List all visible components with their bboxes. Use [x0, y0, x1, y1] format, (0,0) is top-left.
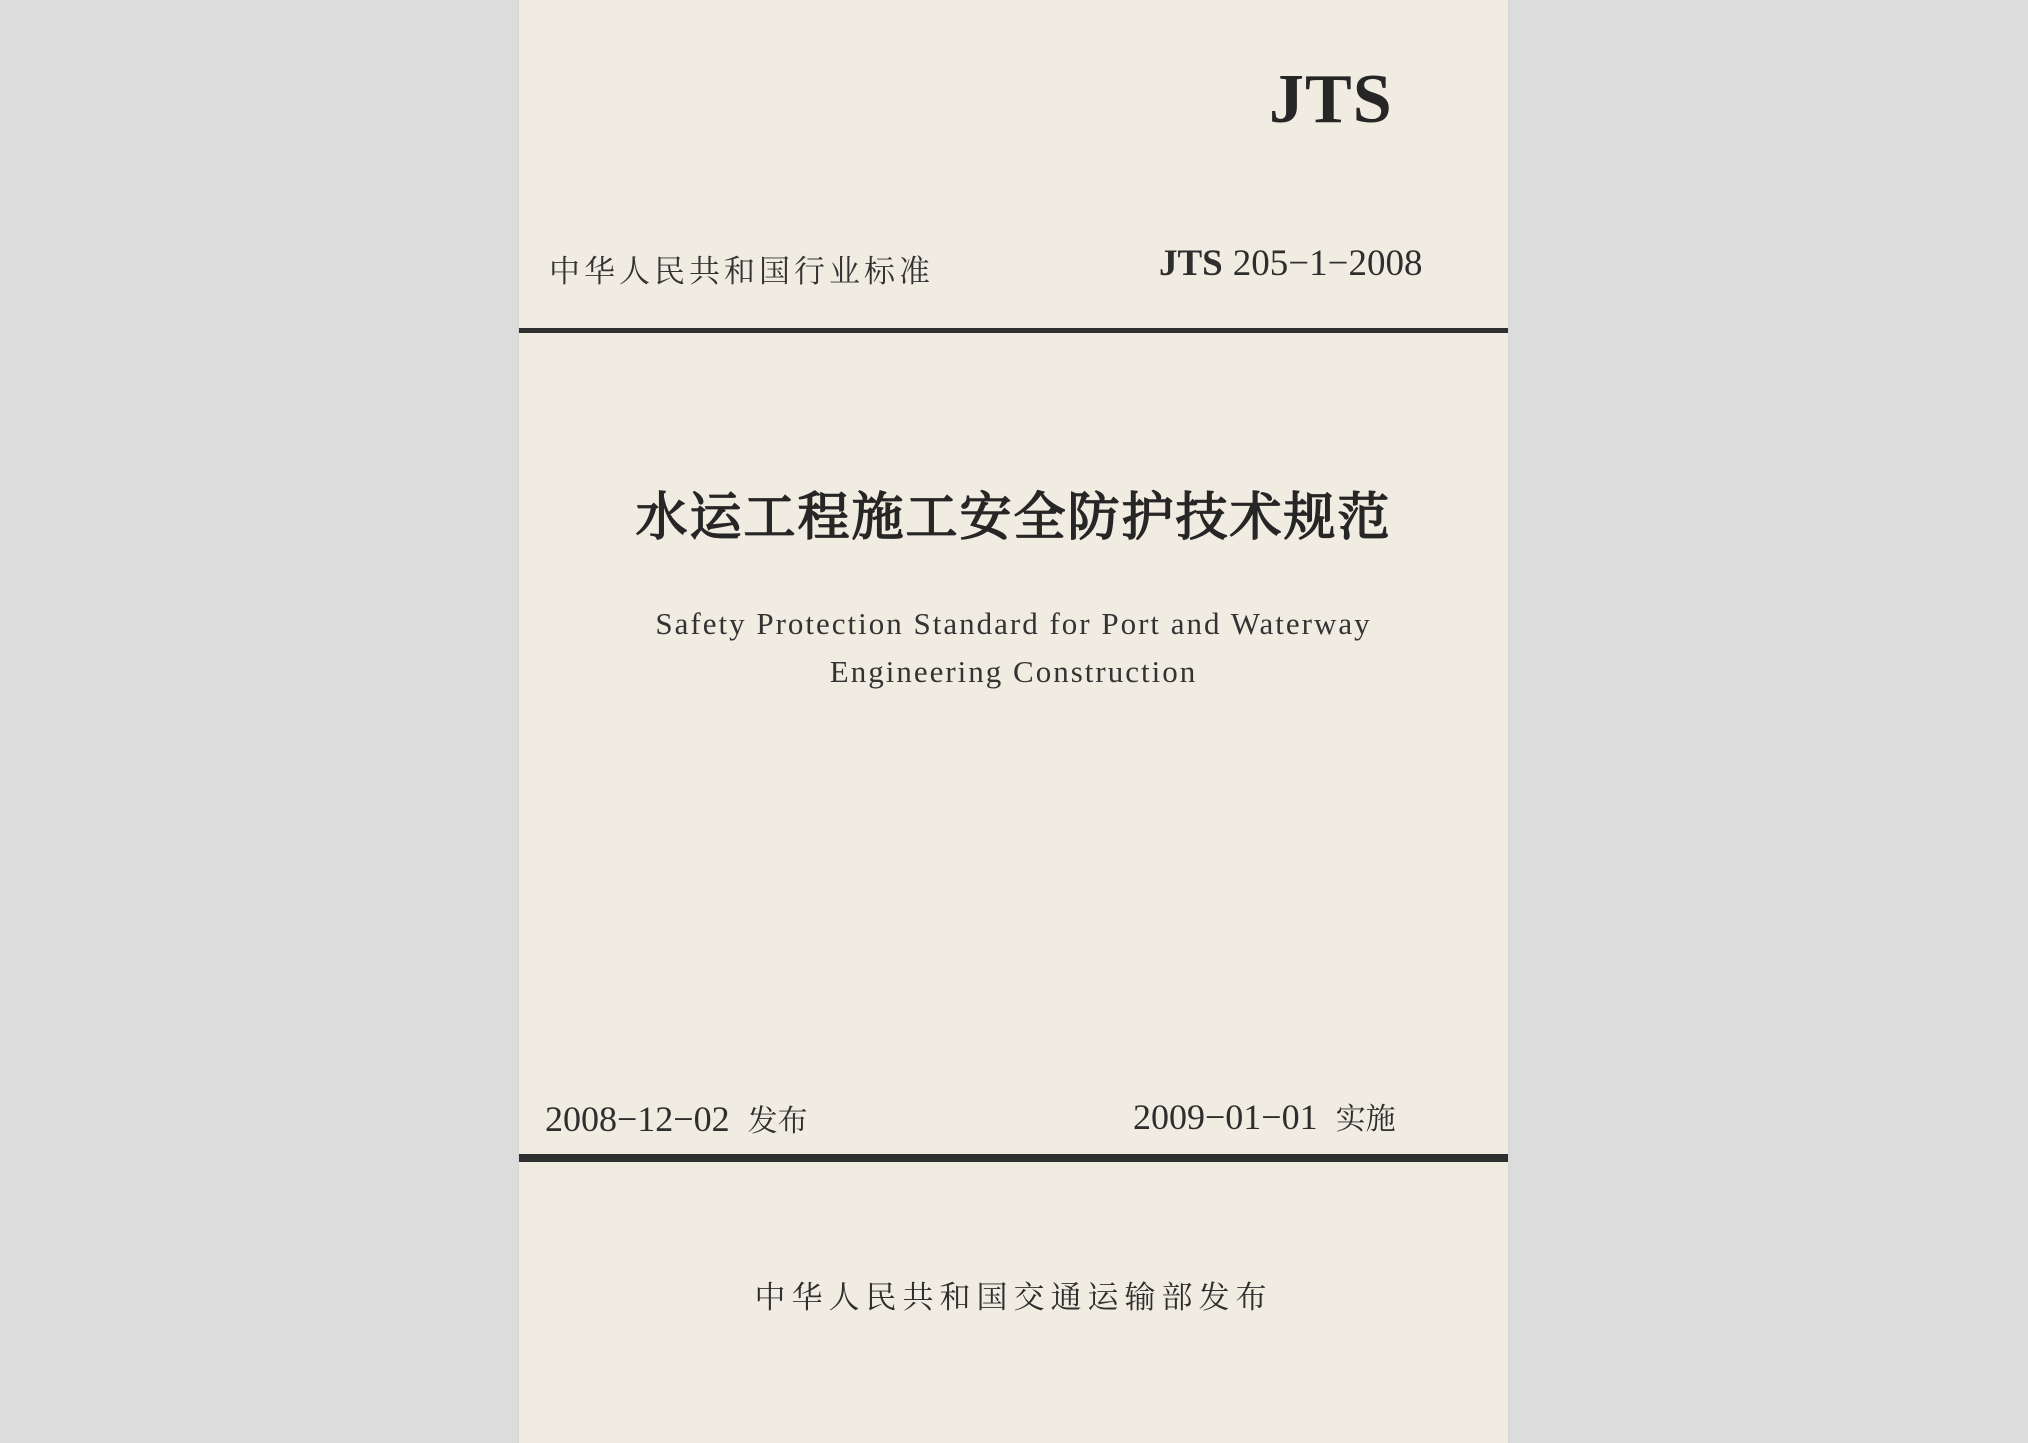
- cover-page: [519, 0, 1508, 1443]
- issue-date-label: 发布: [747, 1104, 808, 1139]
- title-english-line-1: Safety Protection Standard for Port and Waterway: [655, 606, 1372, 641]
- implementation-date: [1133, 1094, 1396, 1138]
- publisher: 中华人民共和国交通运输部发布: [754, 1280, 1273, 1316]
- industry-standard-label: 中华人民共和国行业标准: [549, 254, 934, 290]
- standard-code-prefix: JTS: [1159, 243, 1223, 284]
- issue-date: [545, 1096, 808, 1140]
- jts-logo: JTS: [1269, 61, 1393, 138]
- implementation-date-value: 2009−01−01: [1133, 1097, 1318, 1137]
- top-divider: [519, 328, 1508, 333]
- implementation-date-label: 实施: [1335, 1102, 1396, 1137]
- bottom-divider: [519, 1154, 1508, 1162]
- title-chinese: 水运工程施工安全防护技术规范: [635, 488, 1392, 548]
- issue-date-value: 2008−12−02: [545, 1099, 730, 1139]
- standard-code: [1159, 242, 1423, 285]
- standard-code-number: 205−1−2008: [1232, 243, 1423, 284]
- title-english-line-2: Engineering Construction: [829, 654, 1198, 689]
